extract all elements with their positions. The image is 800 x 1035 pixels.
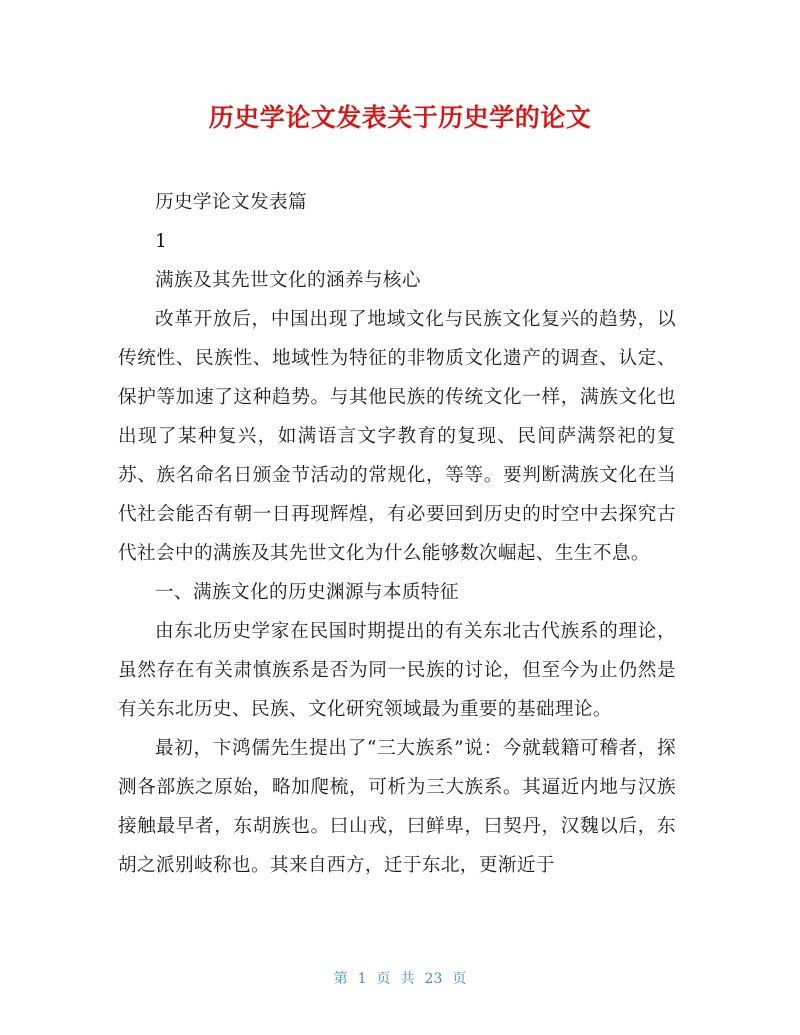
footer-page-mid: 页 [376,971,391,987]
footer-page-prefix: 第 [333,971,348,987]
footer-total-label: 共 [400,971,415,987]
intro-paragraph: 改革开放后，中国出现了地域文化与民族文化复兴的趋势，以传统性、民族性、地域性为特征的非物质文化遗产的调查、认定、保护等加速了这种趋势。与其他民族的传统文化一样，满族文化也出现了某种复兴，如满语言文字教育的复现、民间萨满祭祀的复苏、族名命名日颁金节活动的常规化，等等。要判断满族文化在当代社会能否有朝一日再现辉煌，有必要回到历史的时空中去探究古代社会中的满族及其先世文化为什么能够数次崛起、生生不息。 [118,309,676,564]
chapter-heading: 一、满族文化的历史渊源与本质特征 [155,582,459,603]
body-paragraph: 最初，卞鸿儒先生提出了“三大族系”说：今就载籍可稽者，探测各部族之原始，略加爬梳，可析为三大族系。其逼近内地与汉族接触最早者，东胡族也。曰山戎，曰鲜卑，曰契丹，汉魏以后，东胡之派别岐称也。其来自西方，迁于东北，更渐近于 [118,738,676,876]
section-heading: 历史学论文发表篇 [155,192,307,213]
page-footer [0,968,800,988]
footer-page-number: 1 [357,971,367,987]
footer-total-pages: 23 [424,971,443,987]
section-number: 1 [155,231,168,252]
document-body [118,183,676,885]
document-title: 历史学论文发表关于历史学的论文 [208,103,592,132]
footer-page-suffix: 页 [452,971,467,987]
article-subtitle: 满族及其先世文化的涵养与核心 [155,270,421,291]
body-paragraph: 由东北历史学家在民国时期提出的有关东北古代族系的理论，虽然存在有关肃慎族系是否为同一民族的讨论，但至今为止仍然是有关东北历史、民族、文化研究领域最为重要的基础理论。 [118,621,676,720]
